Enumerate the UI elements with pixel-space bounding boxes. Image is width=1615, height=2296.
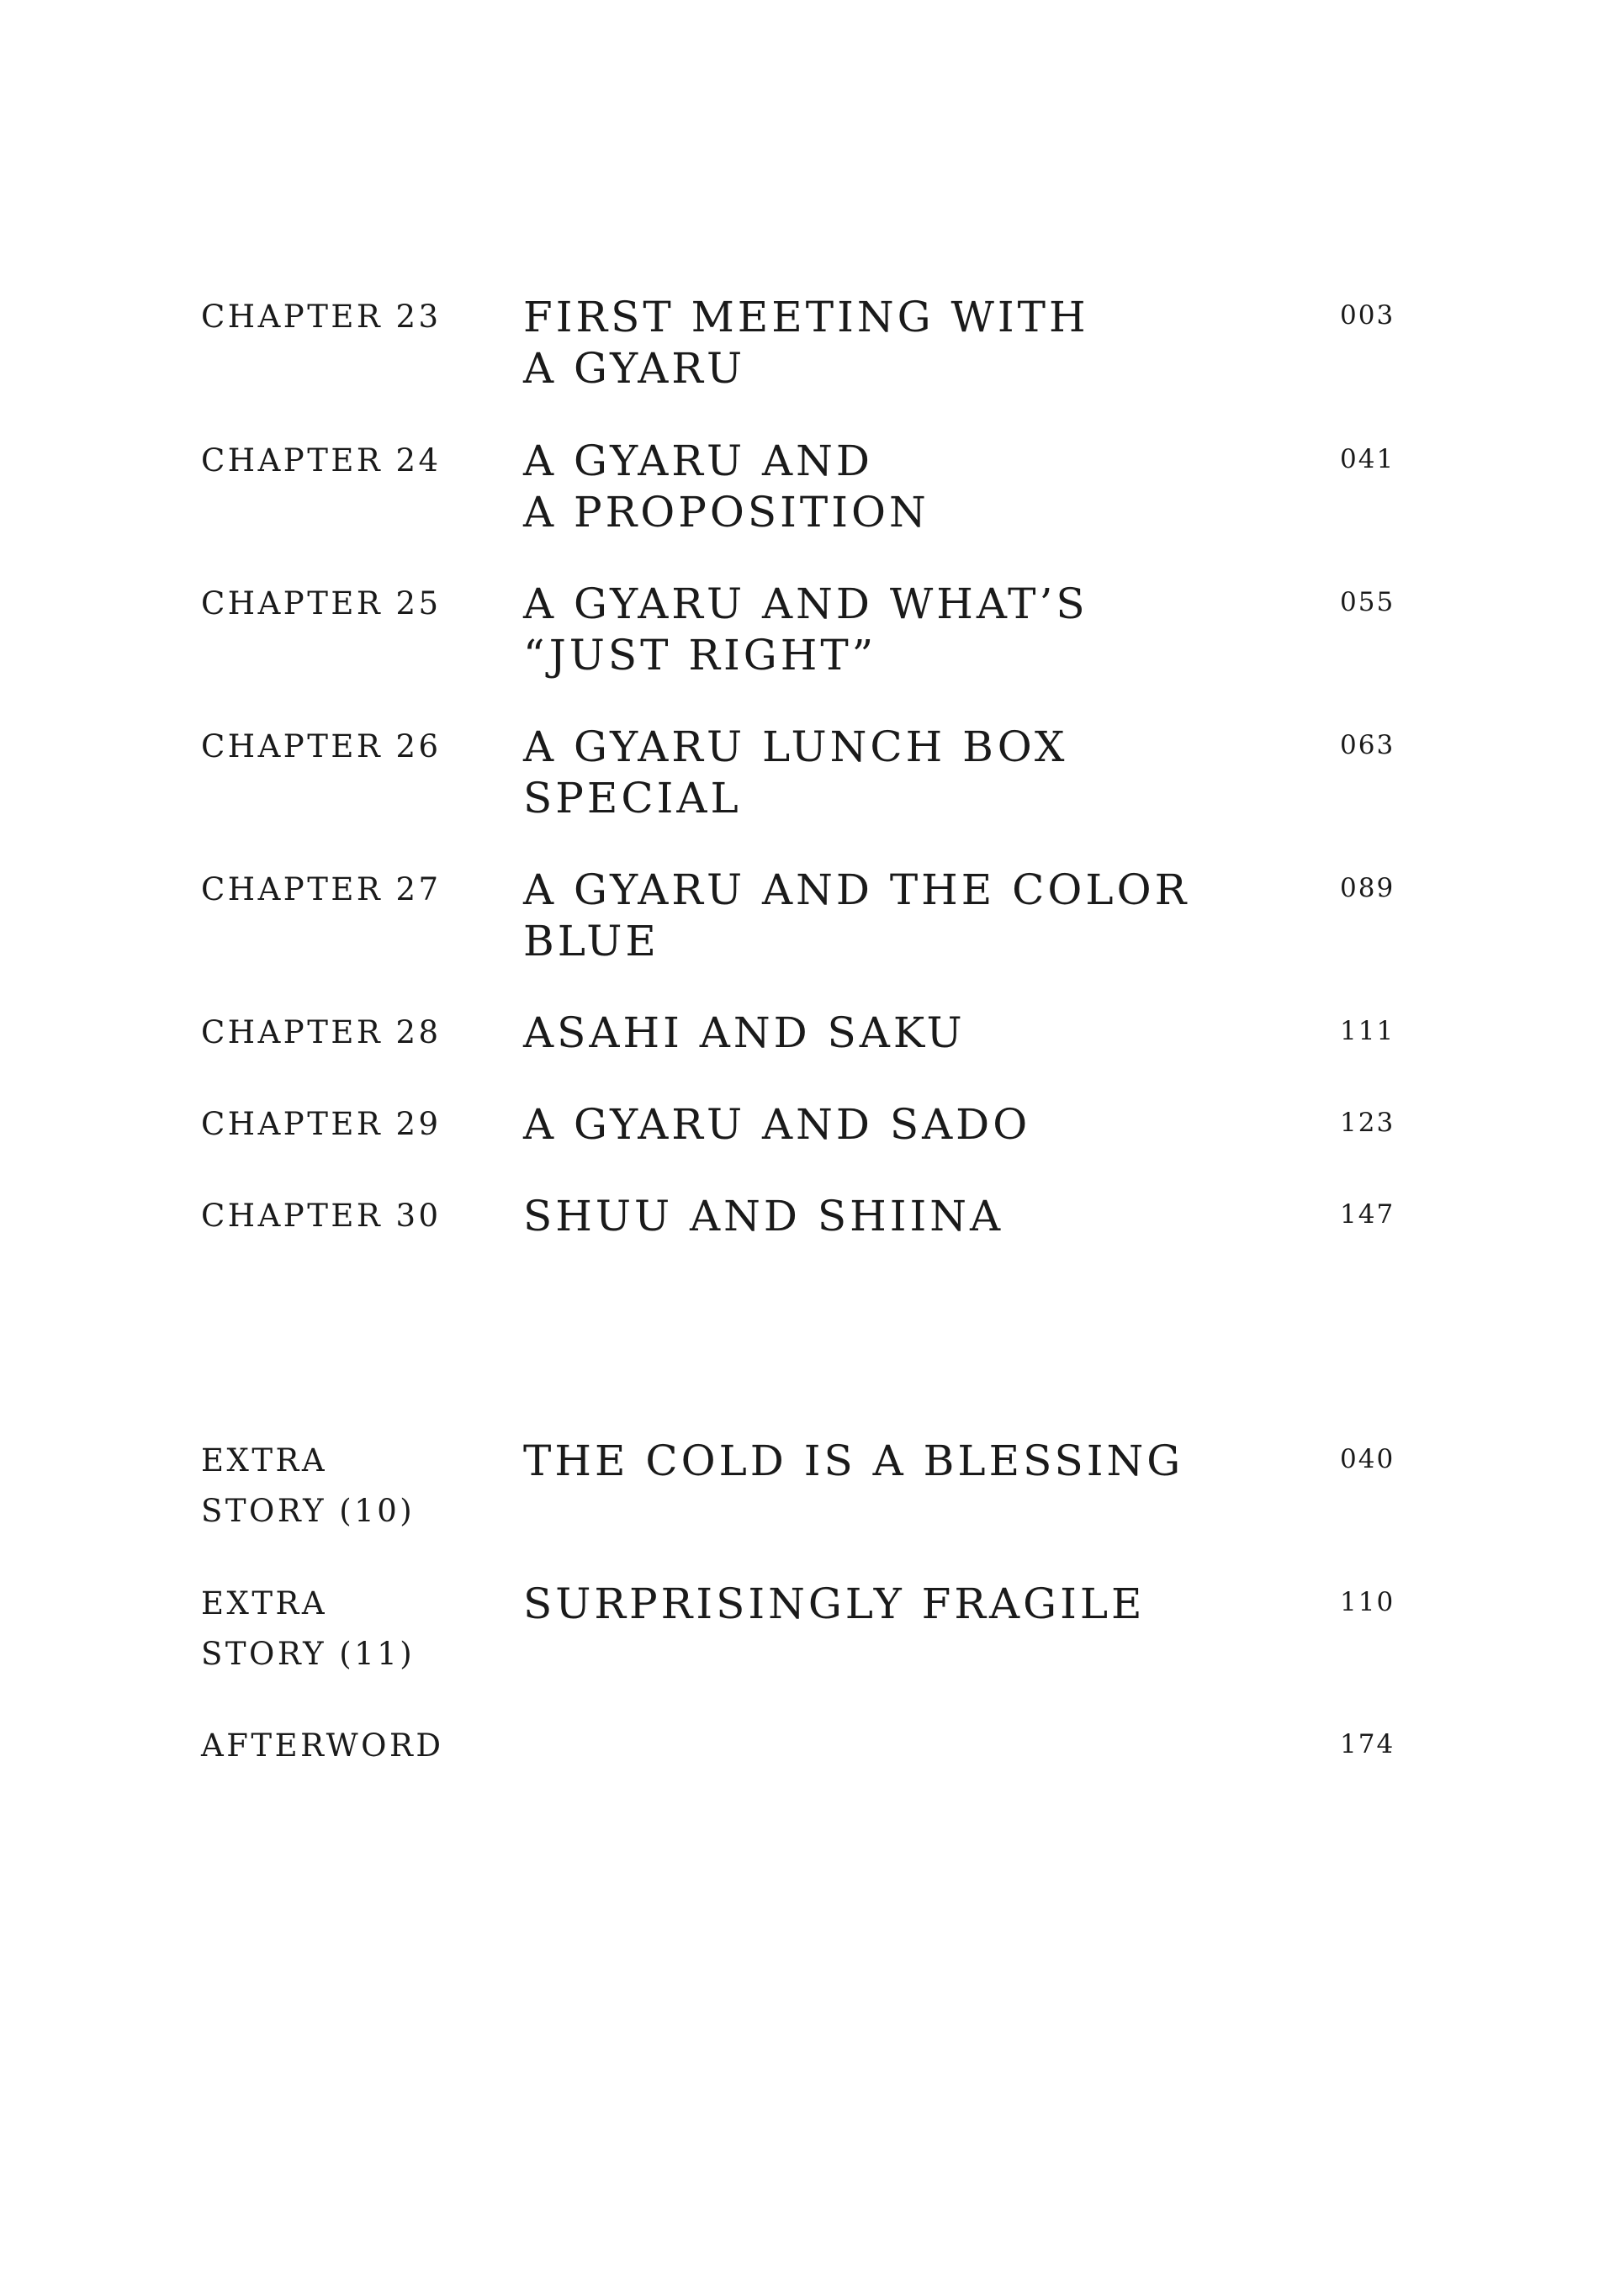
page-number: 111 bbox=[1340, 1016, 1395, 1046]
chapter-title-line: ASAHI AND SAKU bbox=[523, 1008, 966, 1057]
chapter-title-line: A GYARU bbox=[523, 344, 746, 393]
chapter-label: CHAPTER 29 bbox=[201, 1106, 442, 1142]
chapter-title bbox=[523, 1008, 1213, 1059]
chapter-title bbox=[523, 1191, 1213, 1242]
page-number: 041 bbox=[1340, 444, 1395, 474]
page-number: 174 bbox=[1340, 1729, 1395, 1759]
afterword-label: AFTERWORD bbox=[201, 1727, 444, 1764]
chapter-title-line: FIRST MEETING WITH bbox=[523, 293, 1089, 341]
chapter-title bbox=[523, 722, 1213, 824]
extra-title: THE COLD IS A BLESSING bbox=[523, 1436, 1184, 1485]
page-number: 040 bbox=[1340, 1444, 1395, 1474]
chapter-title-line: A GYARU AND SADO bbox=[523, 1100, 1031, 1149]
chapter-title bbox=[523, 292, 1213, 394]
chapter-title-line: A GYARU AND THE COLOR bbox=[523, 865, 1190, 914]
chapter-title bbox=[523, 1099, 1213, 1151]
page-number: 003 bbox=[1340, 300, 1395, 331]
chapter-title bbox=[523, 436, 1213, 538]
page-number: 055 bbox=[1340, 587, 1395, 617]
extra-label-line: STORY (11) bbox=[201, 1636, 416, 1672]
chapter-label: CHAPTER 28 bbox=[201, 1014, 442, 1050]
chapter-label: CHAPTER 23 bbox=[201, 299, 442, 335]
chapter-title-line: A GYARU AND WHAT’S bbox=[523, 579, 1088, 628]
page-number: 123 bbox=[1340, 1108, 1395, 1138]
chapter-title-line: A GYARU LUNCH BOX bbox=[523, 722, 1068, 771]
chapter-label: CHAPTER 26 bbox=[201, 728, 442, 764]
extra-label-line: EXTRA bbox=[201, 1442, 328, 1479]
page-number: 110 bbox=[1340, 1587, 1395, 1617]
chapter-title-line: SHUU AND SHIINA bbox=[523, 1192, 1004, 1241]
chapter-title-line: A PROPOSITION bbox=[523, 488, 929, 537]
page-number: 147 bbox=[1340, 1199, 1395, 1230]
page-number: 063 bbox=[1340, 730, 1395, 760]
extra-label bbox=[201, 1579, 445, 1680]
extra-label bbox=[201, 1436, 445, 1537]
chapter-title-line: BLUE bbox=[523, 917, 659, 965]
chapter-label: CHAPTER 30 bbox=[201, 1198, 442, 1234]
extra-label-line: EXTRA bbox=[201, 1585, 328, 1621]
chapter-label: CHAPTER 25 bbox=[201, 585, 442, 622]
chapter-title-line: “JUST RIGHT” bbox=[523, 631, 877, 680]
chapter-title bbox=[523, 865, 1213, 967]
extra-label-line: STORY (10) bbox=[201, 1493, 416, 1529]
page-number: 089 bbox=[1340, 873, 1395, 903]
chapter-title-line: SPECIAL bbox=[523, 774, 742, 823]
chapter-title-line: A GYARU AND bbox=[523, 436, 873, 485]
chapter-label: CHAPTER 24 bbox=[201, 442, 442, 479]
chapter-label: CHAPTER 27 bbox=[201, 871, 442, 907]
extra-title: SURPRISINGLY FRAGILE bbox=[523, 1579, 1146, 1628]
chapter-title bbox=[523, 579, 1213, 681]
